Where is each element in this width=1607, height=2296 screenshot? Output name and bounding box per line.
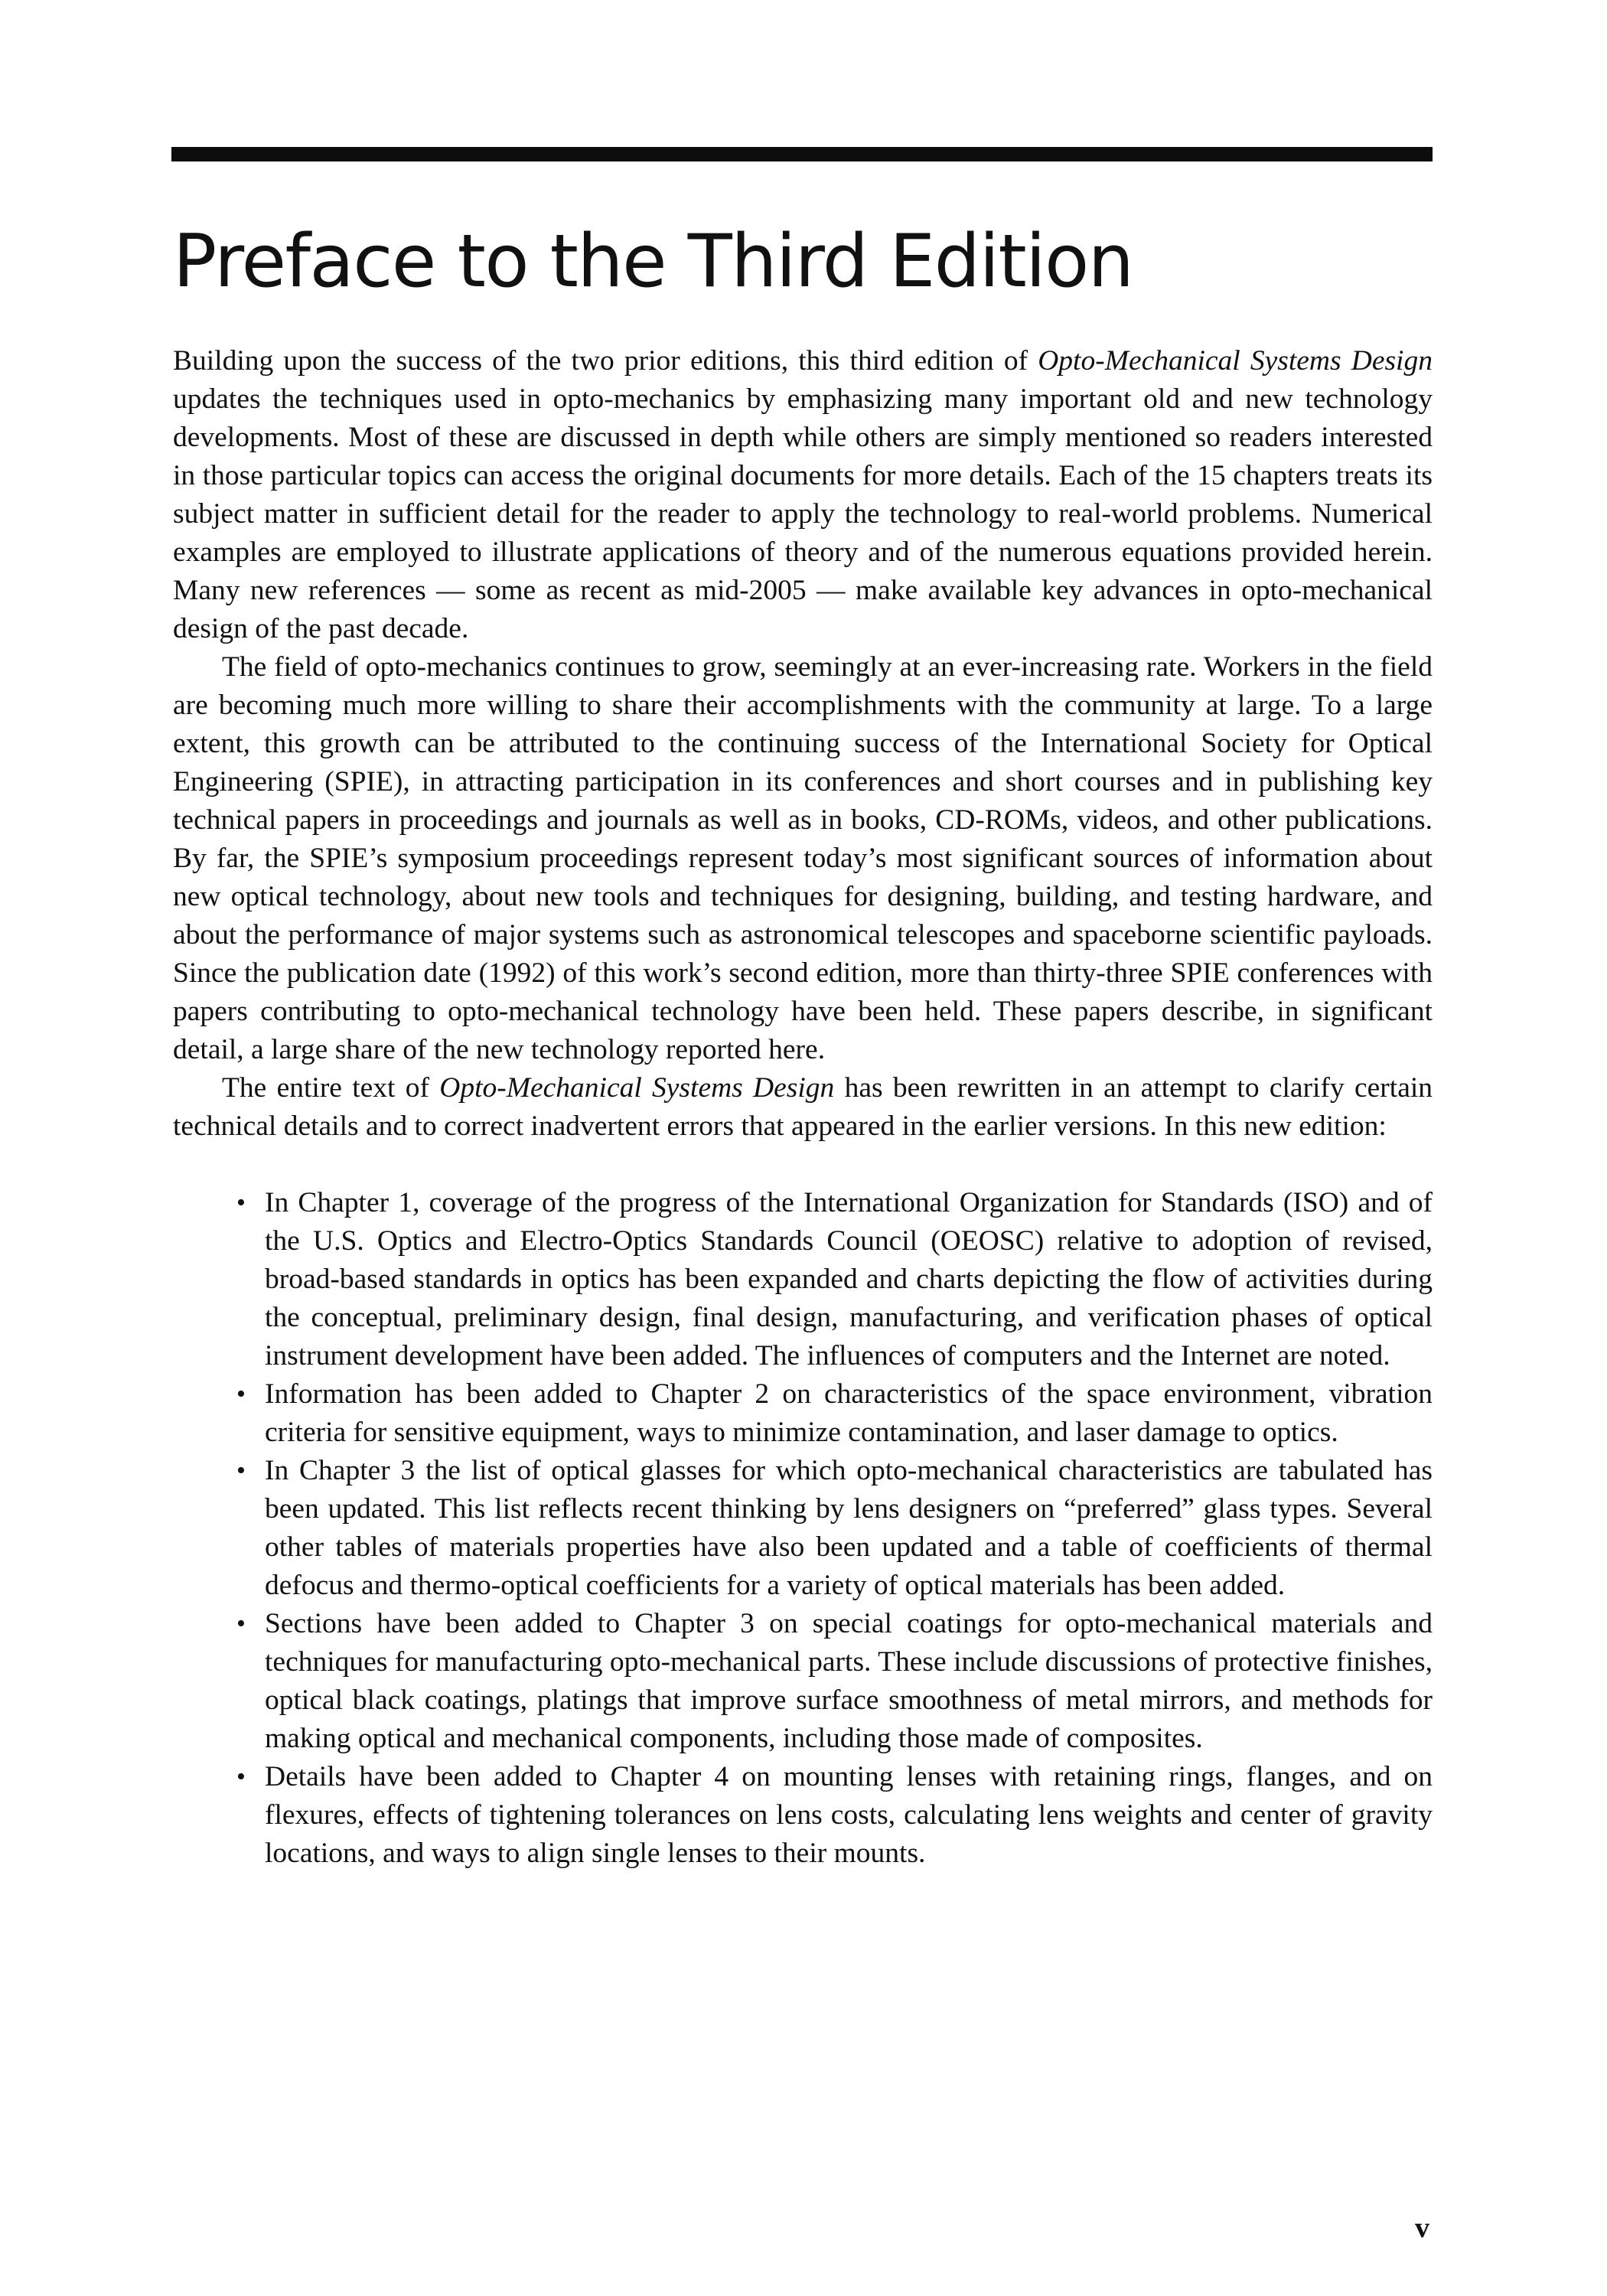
list-item-text: Sections have been added to Chapter 3 on special coatings for opto-mechanical materials and techniques for manufacturing opto-mechanical parts. These include discussions of protective finishes, optical black coatings, platings that improve surface smoothness of metal mirrors, and methods for making optical and mechanical components, including those made of composites. bbox=[265, 1608, 1433, 1754]
bullet-icon: • bbox=[236, 1609, 246, 1638]
paragraph-1-lead: Building upon the success of the two prior editions, this third edition of bbox=[173, 345, 1038, 377]
bullet-icon: • bbox=[236, 1456, 246, 1485]
list-item-text: Details have been added to Chapter 4 on mounting lenses with retaining rings, flanges, and on flexures, effects of tightening tolerances on lens costs, calculating lens weights and center of gravity locations, and ways to align single lenses to their mounts. bbox=[265, 1761, 1433, 1869]
bullet-icon: • bbox=[236, 1763, 246, 1791]
paragraph-3-lead: The entire text of bbox=[222, 1072, 440, 1104]
changes-list bbox=[173, 1184, 1433, 1873]
list-item bbox=[236, 1452, 1433, 1605]
header-rule bbox=[171, 147, 1433, 161]
list-item bbox=[236, 1375, 1433, 1452]
list-item bbox=[236, 1184, 1433, 1375]
list-item-text: In Chapter 1, coverage of the progress of the International Organization for Standards (ISO) and of the U.S. Optics and Electro-Optics Standards Council (OEOSC) relative to adoption of revised, broad-based standards in optics has been expanded and charts depicting the flow of activities during the conceptual, preliminary design, final design, manufacturing, and verification phases of optical instrument development have been added. The influences of computers and the Internet are noted. bbox=[265, 1187, 1433, 1371]
paragraph-3 bbox=[173, 1069, 1433, 1146]
preface-body bbox=[173, 342, 1433, 1873]
bullet-icon: • bbox=[236, 1380, 246, 1408]
book-title-italic: Opto-Mechanical Systems Design bbox=[1038, 345, 1433, 377]
list-item bbox=[236, 1605, 1433, 1758]
paragraph-1-rest: updates the techniques used in opto-mechanics by emphasizing many important old and new technology developments. Most of these are discussed in depth while others are simply mentioned so readers interested in those particular topics can access the original documents for more details. Each of the 15 chapters treats its subject matter in sufficient detail for the reader to apply the technology to real-world problems. Numerical examples are employed to illustrate applications of theory and of the numerous equations provided herein. Many new references — some as recent as mid-2005 — make available key advances in opto-mechanical design of the past decade. bbox=[173, 383, 1433, 644]
book-title-italic: Opto-Mechanical Systems Design bbox=[439, 1072, 835, 1104]
paragraph-1 bbox=[173, 342, 1433, 648]
page-title: Preface to the Third Edition bbox=[173, 220, 1133, 304]
page-number: v bbox=[1415, 2212, 1429, 2244]
paragraph-3-rest: has been rewritten in an attempt to clarify certain technical details and to correct inadvertent errors that appeared in the earlier versions. In this new edition: bbox=[173, 1072, 1433, 1142]
list-item-text: In Chapter 3 the list of optical glasses for which opto-mechanical characteristics are tabulated has been updated. This list reflects recent thinking by lens designers on “preferred” glass types. Several other tables of materials properties have also been updated and a table of coefficients of thermal defocus and thermo-optical coefficients for a variety of optical materials has been added. bbox=[265, 1455, 1433, 1601]
bullet-icon: • bbox=[236, 1189, 246, 1217]
list-item-text: Information has been added to Chapter 2 on characteristics of the space environment, vibration criteria for sensitive equipment, ways to minimize contamination, and laser damage to optics. bbox=[265, 1378, 1433, 1448]
paragraph-2: The field of opto-mechanics continues to grow, seemingly at an ever-increasing rate. Workers in the field are becoming much more willing to share their accomplishments with the community at large. To a large extent, this growth can be attributed to the continuing success of the International Society for Optical Engineering (SPIE), in attracting participation in its conferences and short courses and in publishing key technical papers in proceedings and journals as well as in books, CD-ROMs, videos, and other publications. By far, the SPIE’s symposium proceedings represent today’s most significant sources of information about new optical technology, about new tools and techniques for designing, building, and testing hardware, and about the performance of major systems such as astronomical telescopes and spaceborne scientific payloads. Since the publication date (1992) of this work’s second edition, more than thirty-three SPIE conferences with papers contributing to opto-mechanical technology have been held. These papers describe, in significant detail, a large share of the new technology reported here. bbox=[173, 651, 1433, 1065]
list-item bbox=[236, 1758, 1433, 1873]
